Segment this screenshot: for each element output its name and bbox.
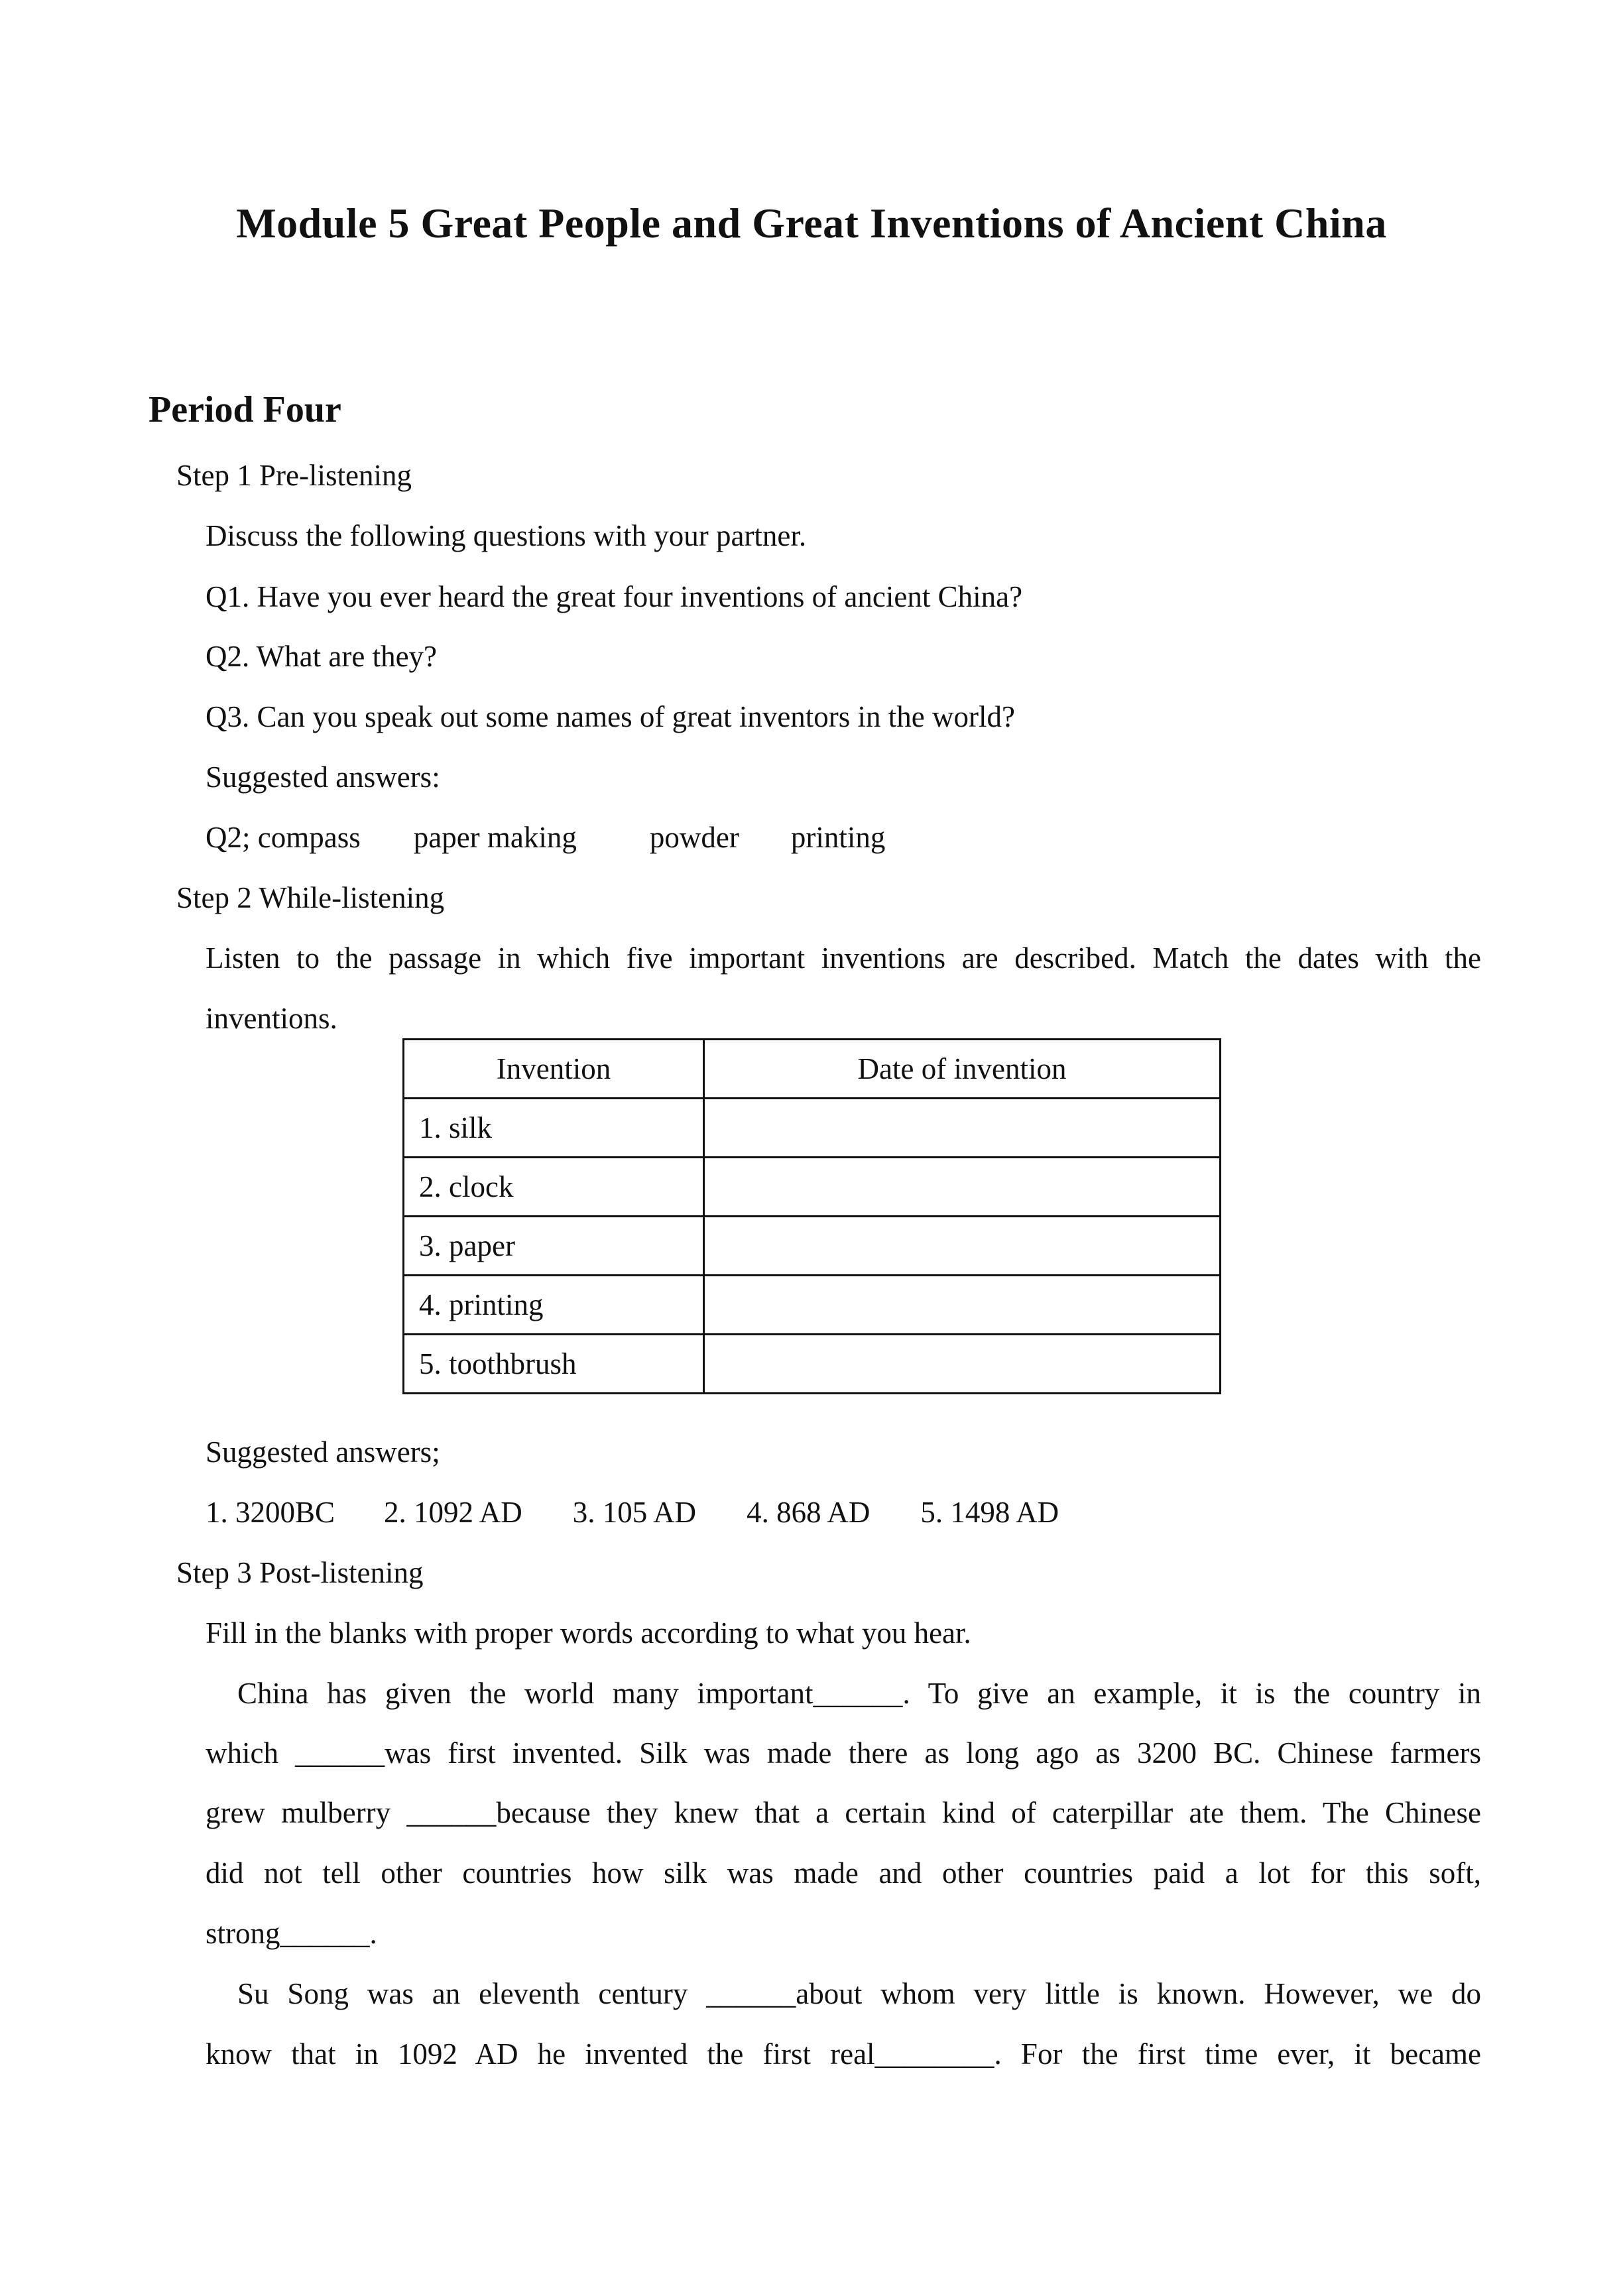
- date-cell: [704, 1276, 1221, 1335]
- step3-heading: Step 3 Post-listening: [176, 1556, 424, 1589]
- question-1: Q1. Have you ever heard the great four inventions of ancient China?: [206, 580, 1023, 613]
- step1-instruction: Discuss the following questions with your partner.: [206, 519, 807, 552]
- invention-cell: 5. toothbrush: [404, 1335, 704, 1394]
- table-row: [404, 1158, 1221, 1217]
- invention-cell: 4. printing: [404, 1276, 704, 1335]
- step2-answers-row: [206, 1498, 1059, 1528]
- answer-item: powder: [649, 821, 739, 854]
- answer-item: 3. 105 AD: [572, 1496, 697, 1529]
- step3-instruction: Fill in the blanks with proper words according to what you hear.: [206, 1616, 971, 1650]
- step1-heading: Step 1 Pre-listening: [176, 459, 412, 492]
- answer-prefix: Q2; compass: [206, 821, 361, 854]
- period-heading: Period Four: [149, 389, 341, 430]
- invention-cell: 1. silk: [404, 1099, 704, 1158]
- date-cell: [704, 1158, 1221, 1217]
- date-cell: [704, 1217, 1221, 1276]
- date-cell: [704, 1335, 1221, 1394]
- passage-line: China has given the world many important______. To give an example, it is the country in: [237, 1677, 1481, 1710]
- step1-answers-row: [206, 823, 885, 853]
- invention-table: [402, 1038, 1221, 1394]
- table-row: [404, 1335, 1221, 1394]
- answer-item: 4. 868 AD: [747, 1496, 871, 1529]
- passage-line: Su Song was an eleventh century ______about whom very little is known. However, we do: [237, 1977, 1481, 2010]
- table-row: [404, 1276, 1221, 1335]
- step2-suggested-label: Suggested answers;: [206, 1435, 440, 1469]
- answer-item: paper making: [413, 821, 577, 854]
- table-row: [404, 1217, 1221, 1276]
- passage-line: know that in 1092 AD he invented the first real________. For the first time ever, it became: [206, 2037, 1481, 2071]
- answer-item: 2. 1092 AD: [384, 1496, 522, 1529]
- answer-item: 5. 1498 AD: [920, 1496, 1059, 1529]
- date-cell: [704, 1099, 1221, 1158]
- table-header: Invention: [404, 1040, 704, 1099]
- table-header: Date of invention: [704, 1040, 1221, 1099]
- step2-instruction-line: Listen to the passage in which five important inventions are described. Match the dates with the: [206, 941, 1481, 975]
- step1-suggested-label: Suggested answers:: [206, 760, 440, 794]
- invention-cell: 3. paper: [404, 1217, 704, 1276]
- table-row: [404, 1099, 1221, 1158]
- passage-line: which ______was first invented. Silk was made there as long ago as 3200 BC. Chinese farmers: [206, 1736, 1481, 1770]
- passage-line: strong______.: [206, 1917, 377, 1950]
- invention-cell: 2. clock: [404, 1158, 704, 1217]
- answer-item: printing: [790, 821, 886, 854]
- step2-heading: Step 2 While-listening: [176, 881, 445, 914]
- table-header-row: [404, 1040, 1221, 1099]
- step2-instruction-line: inventions.: [206, 1002, 337, 1035]
- passage-line: grew mulberry ______because they knew that a certain kind of caterpillar ate them. The Chinese: [206, 1796, 1481, 1829]
- passage-line: did not tell other countries how silk was made and other countries paid a lot for this soft,: [206, 1856, 1481, 1890]
- question-2: Q2. What are they?: [206, 640, 438, 673]
- module-title: Module 5 Great People and Great Inventions of Ancient China: [236, 200, 1387, 247]
- answer-item: 1. 3200BC: [206, 1496, 335, 1529]
- question-3: Q3. Can you speak out some names of great inventors in the world?: [206, 700, 1015, 733]
